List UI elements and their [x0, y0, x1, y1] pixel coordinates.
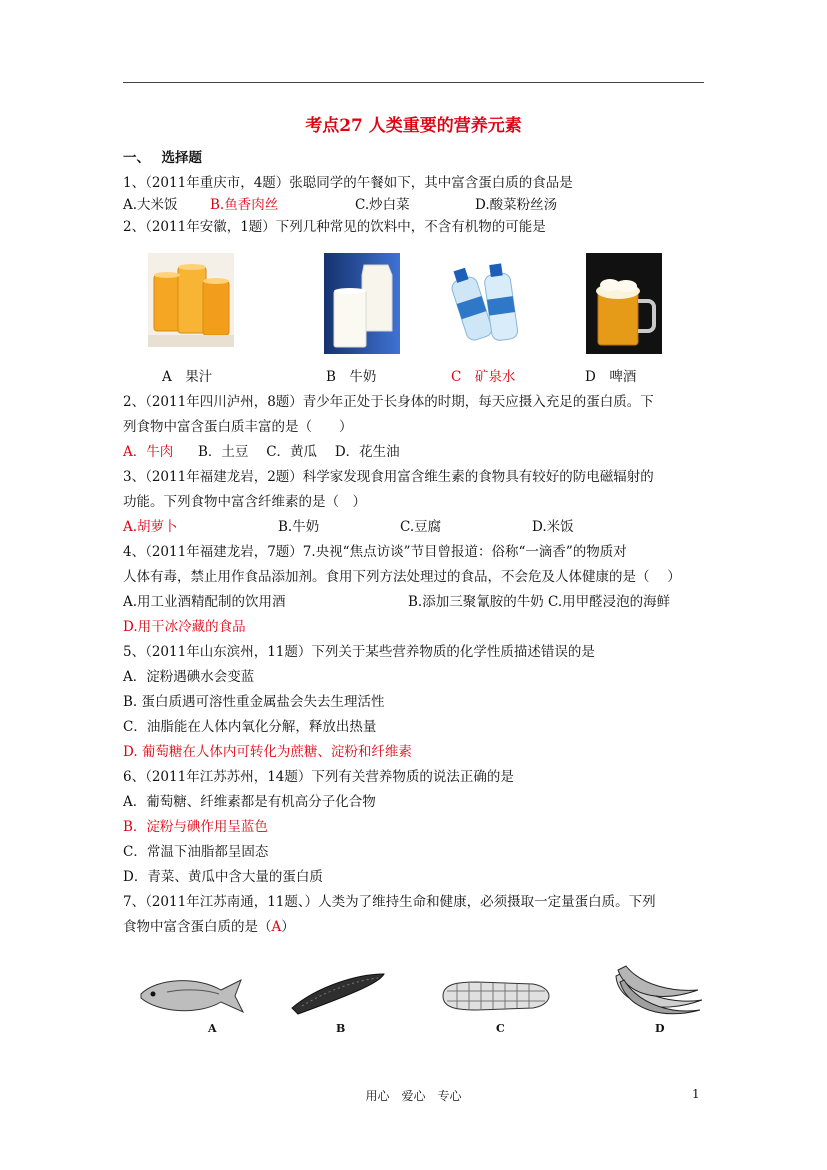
q5-option-d: D. 葡萄糖在人体内可转化为蔗糖、淀粉和纤维素: [123, 744, 412, 760]
banana-image: [608, 964, 708, 1022]
q3-line2: 功能。下列食物中富含纤维素的是（ ）: [123, 494, 366, 510]
header-rule: [123, 82, 704, 83]
q3-option-d: D.米饭: [532, 519, 574, 535]
q7-line2-text: 食物中富含蛋白质的是（: [123, 919, 272, 935]
beer-image: [586, 253, 662, 354]
q2a-caption-a: A 果汁: [162, 369, 213, 385]
q4-option-d: D.用干冰冷藏的食品: [123, 619, 246, 635]
q7-line1: 7、（2011年江苏南通，11题、）人类为了维持生命和健康，必须摄取一定量蛋白质。下列: [123, 894, 656, 910]
q3-option-a: A.胡萝卜: [123, 519, 178, 535]
q7-label-c: C: [496, 1022, 505, 1035]
q1-stem: 1、（2011年重庆市，4题）张聪同学的午餐如下，其中富含蛋白质的食品是: [123, 175, 573, 191]
q3-option-b: B.牛奶: [278, 519, 320, 535]
juice-image: [148, 253, 234, 347]
q2a-caption-b: B 牛奶: [326, 369, 377, 385]
q1-option-c: C.炒白菜: [355, 197, 410, 213]
q5-option-a: A．淀粉遇碘水会变蓝: [123, 669, 255, 685]
fish-image: [137, 972, 247, 1022]
q7-label-b: B: [336, 1022, 346, 1035]
corn-image: [437, 978, 551, 1014]
q5-option-b: B. 蛋白质遇可溶性重金属盐会失去生理活性: [123, 694, 385, 710]
q2b-option-a: A．牛肉: [123, 444, 174, 460]
q1-option-a: A.大米饭: [123, 197, 178, 213]
q2a-stem: 2、（2011年安徽，1题）下列几种常见的饮料中，不含有机物的可能是: [123, 219, 546, 235]
mineral-water-image: [440, 256, 526, 348]
q5-stem: 5、（2011年山东滨州，11题）下列关于某些营养物质的化学性质描述错误的是: [123, 644, 595, 660]
q7-label-d: D: [655, 1022, 665, 1035]
q6-stem: 6、（2011年江苏苏州，14题）下列有关营养物质的说法正确的是: [123, 769, 514, 785]
page-title: 考点27 人类重要的营养元素: [305, 116, 522, 136]
q7-answer: A: [271, 919, 282, 935]
q6-option-d: D．青菜、黄瓜中含大量的蛋白质: [123, 869, 323, 885]
q7-line2: [123, 915, 295, 935]
milk-image: [324, 253, 400, 354]
q6-option-a: A．葡萄糖、纤维素都是有机高分子化合物: [123, 794, 376, 810]
q4-option-a: A.用工业酒精配制的饮用酒: [123, 594, 286, 610]
q2b-options-rest: B．土豆 C．黄瓜 D．花生油: [198, 444, 400, 460]
q2a-caption-d: D 啤酒: [585, 369, 637, 385]
q4-line2: 人体有毒，禁止用作食品添加剂。食用下列方法处理过的食品，不会危及人体健康的是（ ）: [123, 569, 681, 585]
q2b-line2: 列食物中富含蛋白质丰富的是（ ）: [123, 419, 353, 435]
q6-option-b: B．淀粉与碘作用呈蓝色: [123, 819, 268, 835]
cucumber-image: [288, 968, 388, 1018]
q3-line1: 3、（2011年福建龙岩，2题）科学家发现食用富含维生素的食物具有较好的防电磁辐射的: [123, 469, 654, 485]
q1-option-d: D.酸菜粉丝汤: [475, 197, 558, 213]
q2a-caption-c: C 矿泉水: [451, 369, 516, 385]
q4-line1: 4、（2011年福建龙岩，7题）7.央视“焦点访谈”节目曾报道：俗称“一滴香”的物质对: [123, 544, 627, 560]
q5-option-c: C．油脂能在人体内氧化分解，释放出热量: [123, 719, 377, 735]
q7-line2-close: ）: [281, 919, 295, 935]
q2b-line1: 2、（2011年四川泸州，8题）青少年正处于长身体的时期，每天应摄入充足的蛋白质。下: [123, 394, 654, 410]
section-heading: 一、 选择题: [123, 150, 202, 166]
q3-option-c: C.豆腐: [400, 519, 442, 535]
footer-motto: 用心 爱心 专心: [365, 1089, 462, 1103]
q6-option-c: C．常温下油脂都呈固态: [123, 844, 269, 860]
q4-options-bc: B.添加三聚氰胺的牛奶 C.用甲醛浸泡的海鲜: [408, 594, 671, 610]
page-number: 1: [692, 1087, 700, 1101]
q7-label-a: A: [208, 1022, 217, 1035]
q1-option-b: B.鱼香肉丝: [210, 197, 279, 213]
